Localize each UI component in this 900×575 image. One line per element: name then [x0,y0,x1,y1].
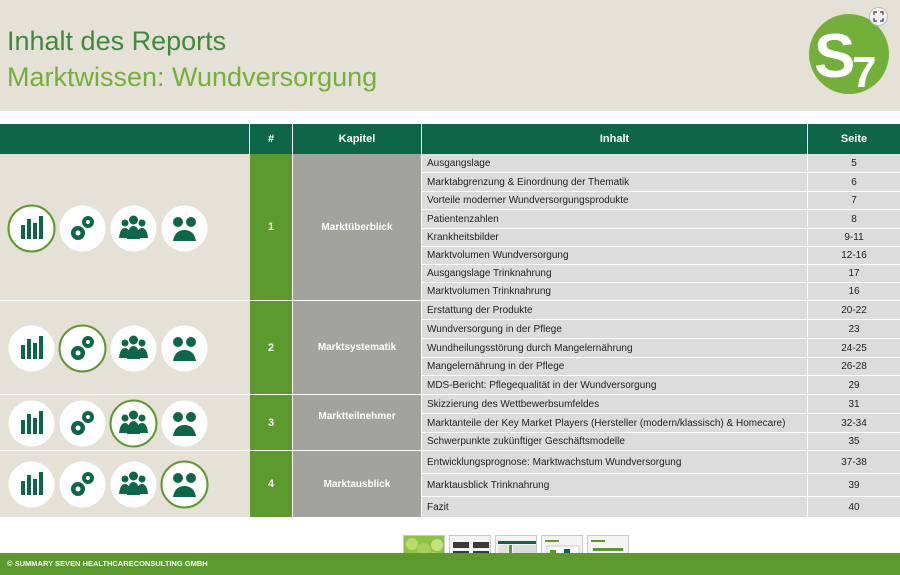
content-row: Fazit [422,497,808,518]
chapter-4-title: Marktausblick [293,451,422,518]
fullscreen-icon [870,8,887,25]
bar-chart-icon [6,459,57,510]
binoculars-person-icon [159,203,210,254]
gears-icon [57,323,108,374]
content-row: Erstattung der Produkte [422,301,808,320]
content-row: Vorteile moderner Wundversorgungsprodukte [422,192,808,210]
content-row: Marktanteile der Key Market Players (Hersteller (modern/klassisch) & Homecare) [422,414,808,433]
page-cell: 6 [808,173,900,192]
chapter-1-num: 1 [250,154,293,301]
content-row: Marktabgrenzung & Einordnung der Thematik [422,173,808,192]
chapter-3-title: Marktteilnehmer [293,395,422,451]
page-cell: 24-25 [808,339,900,358]
content-row: Krankheitsbilder [422,229,808,247]
page-cell: 7 [808,192,900,210]
page-cell: 17 [808,265,900,283]
page-cell: 37-38 [808,451,900,474]
people-group-icon [108,398,159,449]
content-row: Schwerpunkte zukünftiger Geschäftsmodelle [422,433,808,451]
content-row: Wundheilungsstörung durch Mangelernährung [422,339,808,358]
chapter-3-num: 3 [250,395,293,451]
header-cell-seite: Seite [808,124,900,154]
icon-row [6,459,210,510]
svg-text:S: S [814,22,856,91]
page-cell: 5 [808,154,900,173]
page-cell: 39 [808,474,900,497]
page-cell: 40 [808,497,900,518]
chapter-1-title: Marktüberblick [293,154,422,301]
copyright-text: © SUMMARY SEVEN HEALTHCARECONSULTING GMBH [7,559,208,568]
content-row: Skizzierung des Wettbewerbsumfeldes [422,395,808,414]
header [0,0,900,111]
icon-row [6,203,210,254]
content-row: Marktausblick Trinknahrung [422,474,808,497]
binoculars-person-icon [159,459,210,510]
svg-text:7: 7 [852,48,877,97]
page-cell: 31 [808,395,900,414]
bar-chart-icon [6,323,57,374]
binoculars-person-icon [159,323,210,374]
content-row: Marktvolumen Wundversorgung [422,247,808,265]
page-cell: 35 [808,433,900,451]
page-cell: 26-28 [808,358,900,376]
chapter-3-icons [0,395,250,451]
content-row: Ausgangslage Trinknahrung [422,265,808,283]
header-cell-blank [0,124,250,154]
people-group-icon [108,459,159,510]
page-cell: 12-16 [808,247,900,265]
page-cell: 29 [808,376,900,395]
fullscreen-button[interactable] [869,7,888,26]
content-row: Marktvolumen Trinknahrung [422,283,808,301]
header-cell-inhalt: Inhalt [422,124,808,154]
chapter-2-num: 2 [250,301,293,395]
page-cell: 23 [808,320,900,339]
page-cell: 20-22 [808,301,900,320]
content-row: Mangelernährung in der Pflege [422,358,808,376]
page-subtitle: Marktwissen: Wundversorgung [7,62,378,92]
content-row: Entwicklungsprognose: Marktwachstum Wundversorgung [422,451,808,474]
content-row: Patientenzahlen [422,210,808,229]
page-cell: 9-11 [808,229,900,247]
people-group-icon [108,203,159,254]
chapter-2-icons [0,301,250,395]
header-cell-kapitel: Kapitel [293,124,422,154]
icon-row [6,323,210,374]
gears-icon [57,203,108,254]
people-group-icon [108,323,159,374]
footer [0,553,900,575]
bar-chart-icon [6,398,57,449]
page-cell: 16 [808,283,900,301]
page-cell: 8 [808,210,900,229]
header-cell-num: # [250,124,293,154]
content-row: MDS-Bericht: Pflegequalität in der Wundversorgung [422,376,808,395]
chapter-4-icons [0,451,250,518]
icon-row [6,398,210,449]
page-cell: 32-34 [808,414,900,433]
content-row: Wundversorgung in der Pflege [422,320,808,339]
page-title: Inhalt des Reports [7,26,227,56]
gears-icon [57,459,108,510]
chapter-1-icons [0,154,250,301]
bar-chart-icon [6,203,57,254]
chapter-2-title: Marktsystematik [293,301,422,395]
gears-icon [57,398,108,449]
content-row: Ausgangslage [422,154,808,173]
binoculars-person-icon [159,398,210,449]
chapter-4-num: 4 [250,451,293,518]
